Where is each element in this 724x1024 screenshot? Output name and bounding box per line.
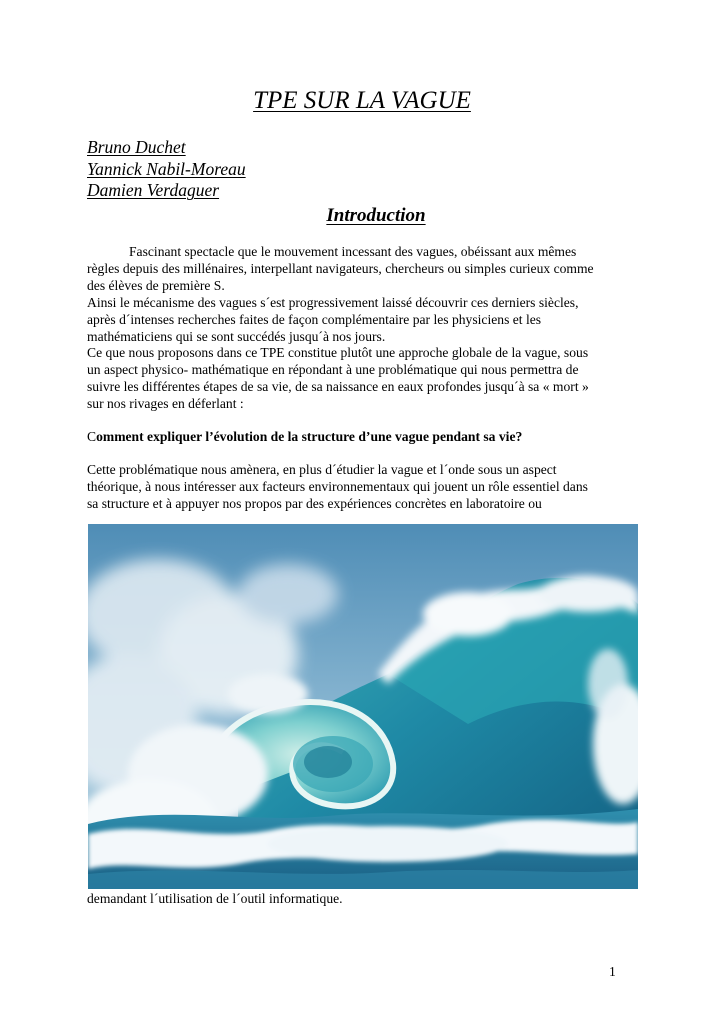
text-line: suivre les différentes étapes de sa vie, de sa naissance en eaux profondes jusqu´à sa « mort »	[87, 379, 589, 395]
question-first-letter: C	[87, 429, 97, 444]
document-title: TPE SUR LA VAGUE	[253, 87, 471, 114]
text-line: sa structure et à appuyer nos propos par des expériences concrètes en laboratoire ou	[87, 495, 542, 511]
text-line: Ce que nous proposons dans ce TPE constitue plutôt une approche globale de la vague, sous	[87, 345, 589, 361]
text-line: règles depuis des millénaires, interpellant navigateurs, chercheurs ou simples curieux comme	[87, 260, 594, 276]
text-line: Fascinant spectacle que le mouvement incessant des vagues, obéissant aux mêmes	[129, 244, 577, 259]
text-line: des élèves de première S.	[87, 277, 225, 293]
text-line: après d´intenses recherches faites de façon complémentaire par les physiciens et les	[87, 311, 542, 327]
text-line: mathématiciens qui se sont succédés jusqu´à nos jours.	[87, 328, 386, 344]
problem-question	[87, 428, 647, 445]
text-line: un aspect physico- mathématique en répondant à une problématique qui nous permettra de	[87, 362, 579, 378]
text-line: sur nos rivages en déferlant :	[87, 396, 244, 412]
section-heading: Introduction	[326, 205, 426, 226]
intro-paragraph	[87, 244, 642, 413]
author-name: Yannick Nabil-Moreau	[87, 158, 246, 179]
text-line: Cette problématique nous amènera, en plus d´étudier la vague et l´onde sous un aspect	[87, 462, 557, 477]
text-line: demandant l´utilisation de l´outil informatique.	[87, 891, 343, 906]
wave-photo	[88, 524, 638, 889]
text-line: Ainsi le mécanisme des vagues s´est progressivement laissé découvrir ces derniers siècles,	[87, 294, 579, 310]
text-line: théorique, à nous intéresser aux facteurs environnementaux qui jouent un rôle essentiel dans	[87, 478, 588, 494]
author-name: Damien Verdaguer	[87, 180, 220, 200]
author-name: Bruno Duchet	[87, 137, 186, 157]
question-text: omment expliquer l’évolution de la structure d’une vague pendant sa vie?	[96, 429, 523, 444]
author-list	[87, 137, 246, 202]
second-paragraph	[87, 462, 642, 513]
page-number: 1	[609, 964, 616, 979]
